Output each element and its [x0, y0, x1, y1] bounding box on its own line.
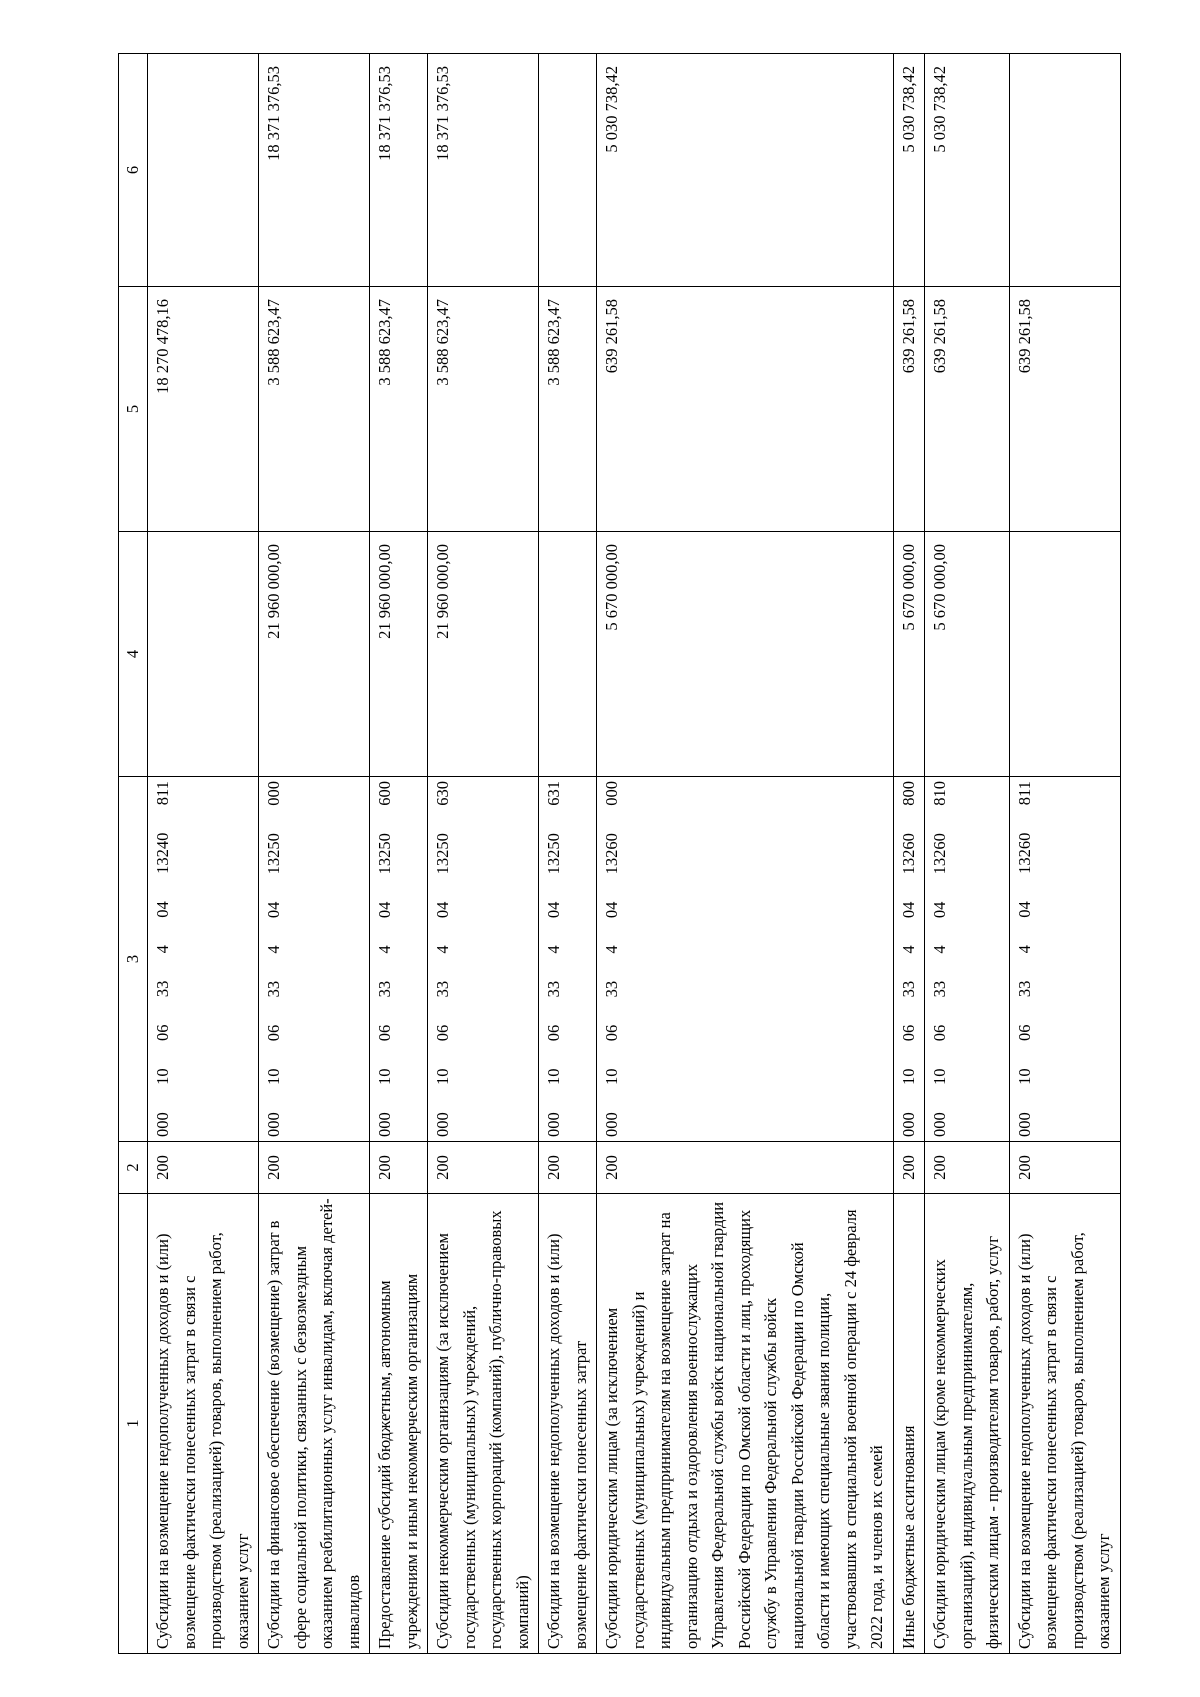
- budget-code-part: 04: [433, 901, 452, 919]
- budget-code-part: 33: [544, 980, 563, 998]
- budget-table: [118, 53, 1121, 1654]
- row-approved: [148, 532, 259, 777]
- budget-code-part: 10: [898, 1068, 918, 1085]
- form-page-label: [64, 0, 88, 270]
- budget-code-part: 06: [898, 1024, 918, 1042]
- budget-code-parts: [599, 781, 626, 1137]
- budget-code-parts: [1012, 781, 1039, 1137]
- row-approved: 5 670 000,00: [893, 532, 925, 777]
- budget-code-part: 13250: [264, 833, 283, 875]
- budget-code-part: 13260: [602, 833, 621, 875]
- budget-code-part: 04: [930, 901, 949, 919]
- row-line-code: 200: [597, 1142, 894, 1194]
- budget-code-part: 04: [544, 901, 563, 919]
- budget-code-parts: [541, 781, 568, 1137]
- budget-code-part: 33: [602, 980, 621, 998]
- col-header-5: 5: [119, 287, 148, 532]
- budget-code-part: 10: [544, 1068, 563, 1085]
- row-unexecuted: 18 371 376,53: [370, 54, 428, 287]
- row-approved: [1009, 532, 1120, 777]
- budget-code-part: 33: [898, 980, 918, 998]
- row-budget-code: [428, 777, 539, 1142]
- budget-code-part: 04: [264, 901, 283, 919]
- budget-code-part: 13240: [153, 832, 172, 874]
- budget-code-part: 10: [602, 1068, 621, 1085]
- budget-code-part: 33: [1014, 980, 1034, 998]
- budget-code-part: 06: [544, 1024, 563, 1042]
- budget-code-part: 06: [375, 1024, 394, 1042]
- budget-code-part: 810: [930, 781, 949, 806]
- col-header-2: 2: [119, 1142, 148, 1194]
- budget-code-part: 10: [375, 1068, 394, 1085]
- row-unexecuted: 5 030 738,42: [893, 54, 925, 287]
- table-row: [893, 54, 925, 1654]
- budget-code-part: 811: [1014, 781, 1034, 806]
- budget-code-part: 10: [930, 1068, 949, 1085]
- budget-code-part: 10: [1014, 1068, 1034, 1085]
- budget-code-part: 000: [153, 1112, 172, 1137]
- row-approved: 21 960 000,00: [370, 532, 428, 777]
- budget-code-part: 06: [264, 1024, 283, 1042]
- row-budget-code: [925, 777, 1010, 1142]
- budget-code-part: 13260: [1014, 832, 1034, 874]
- row-name: Субсидии некоммерческим организациям (за исключением государственных (муниципальных) учреждений, государственных корпораций (компаний), публично-правовых компаний): [428, 1194, 539, 1654]
- row-unexecuted: 18 371 376,53: [428, 54, 539, 287]
- row-line-code: 200: [259, 1142, 370, 1194]
- row-approved: 21 960 000,00: [428, 532, 539, 777]
- budget-code-part: 000: [264, 781, 283, 806]
- budget-code-part: 33: [433, 980, 452, 998]
- header-row: [119, 54, 148, 1654]
- row-name: Субсидии на финансовое обеспечение (возмещение) затрат в сфере социальной политики, связанных с безвозмездным оказанием реабилитационных услуг инвалидам, включая детей-инвалидов: [259, 1194, 370, 1654]
- budget-code-parts: [430, 781, 457, 1137]
- row-budget-code: [1009, 777, 1120, 1142]
- budget-code-part: 000: [264, 1112, 283, 1137]
- budget-code-part: 06: [602, 1024, 621, 1042]
- col-header-4: 4: [119, 532, 148, 777]
- row-line-code: 200: [925, 1142, 1010, 1194]
- budget-code-part: 4: [1014, 945, 1034, 954]
- col-header-1: 1: [119, 1194, 148, 1654]
- row-budget-code: [893, 777, 925, 1142]
- budget-code-part: 000: [898, 1112, 918, 1137]
- row-executed: 3 588 623,47: [370, 287, 428, 532]
- budget-code-part: 4: [153, 945, 172, 954]
- budget-code-part: 06: [433, 1024, 452, 1042]
- budget-code-part: 000: [602, 1112, 621, 1137]
- row-line-code: 200: [893, 1142, 925, 1194]
- budget-code-part: 04: [1014, 901, 1034, 918]
- row-approved: [539, 532, 597, 777]
- table-row: [148, 54, 259, 1654]
- budget-code-parts: [927, 781, 954, 1137]
- budget-code-part: 000: [375, 1112, 394, 1137]
- budget-code-part: 13260: [898, 833, 918, 875]
- row-unexecuted: 5 030 738,42: [925, 54, 1010, 287]
- budget-code-part: 000: [433, 1112, 452, 1137]
- row-line-code: 200: [1009, 1142, 1120, 1194]
- rotated-page: [118, 54, 1198, 1654]
- budget-code-parts: [261, 781, 288, 1137]
- budget-code-part: 33: [930, 980, 949, 998]
- row-executed: 3 588 623,47: [428, 287, 539, 532]
- budget-code-part: 10: [264, 1068, 283, 1085]
- table-row: [370, 54, 428, 1654]
- budget-code-parts: [896, 781, 923, 1137]
- budget-code-part: 000: [1014, 1112, 1034, 1137]
- budget-code-parts: [372, 781, 399, 1137]
- budget-code-part: 4: [602, 945, 621, 954]
- row-name: Субсидии на возмещение недополученных доходов и (или) возмещение фактически понесенных затрат в связи с производством (реализацией) товаров, выполнением работ, оказанием услуг: [1009, 1194, 1120, 1654]
- row-approved: 5 670 000,00: [925, 532, 1010, 777]
- table-row: [259, 54, 370, 1654]
- row-budget-code: [259, 777, 370, 1142]
- budget-code-part: 13250: [375, 833, 394, 875]
- row-budget-code: [597, 777, 894, 1142]
- budget-code-part: 13260: [930, 833, 949, 875]
- budget-code-part: 4: [375, 945, 394, 954]
- budget-code-part: 000: [602, 781, 621, 806]
- row-line-code: 200: [148, 1142, 259, 1194]
- budget-code-parts: [150, 781, 177, 1137]
- budget-code-part: 4: [544, 945, 563, 954]
- table-row: [597, 54, 894, 1654]
- row-executed: 639 261,58: [893, 287, 925, 532]
- budget-code-part: 04: [375, 901, 394, 919]
- row-approved: 21 960 000,00: [259, 532, 370, 777]
- budget-code-part: 06: [930, 1024, 949, 1042]
- row-line-code: 200: [539, 1142, 597, 1194]
- row-line-code: 200: [370, 1142, 428, 1194]
- budget-code-part: 04: [153, 901, 172, 918]
- budget-code-part: 10: [153, 1068, 172, 1085]
- row-name: Субсидии юридическим лицам (за исключением государственных (муниципальных) учреждений) и индивидуальным предпринимателям на возмещение затрат на организацию отдыха и оздоровления военнослужащих Управления Федеральной службы войск национальной гвардии Российской Федерации по Омской области и лиц, проходящих службу в Управлении Федеральной службы войск национальной гвардии Российской Федерации по Омской области и имеющих специальные звания полиции, участвовавших в специальной военной операции с 24 февраля 2022 года, и членов их семей: [597, 1194, 894, 1654]
- col-header-3: 3: [119, 777, 148, 1142]
- budget-code-part: 13250: [433, 833, 452, 875]
- row-name: Иные бюджетные ассигнования: [893, 1194, 925, 1654]
- row-executed: 639 261,58: [925, 287, 1010, 532]
- budget-code-part: 06: [153, 1024, 172, 1042]
- budget-code-part: 4: [433, 945, 452, 954]
- budget-code-part: 800: [898, 781, 918, 806]
- row-approved: 5 670 000,00: [597, 532, 894, 777]
- budget-code-part: 631: [544, 781, 563, 806]
- row-executed: 639 261,58: [597, 287, 894, 532]
- budget-code-part: 4: [264, 945, 283, 954]
- budget-code-part: 630: [433, 781, 452, 806]
- table-row: [539, 54, 597, 1654]
- budget-code-part: 04: [898, 901, 918, 919]
- budget-code-part: 4: [930, 945, 949, 954]
- row-name: Субсидии на возмещение недополученных доходов и (или) возмещение фактически понесенных затрат в связи с производством (реализацией) товаров, выполнением работ, оказанием услуг: [148, 1194, 259, 1654]
- row-unexecuted: [1009, 54, 1120, 287]
- row-unexecuted: [148, 54, 259, 287]
- budget-code-part: 04: [602, 901, 621, 919]
- row-executed: 639 261,58: [1009, 287, 1120, 532]
- budget-code-part: 33: [264, 980, 283, 998]
- budget-code-part: 000: [544, 1112, 563, 1137]
- budget-code-part: 13250: [544, 833, 563, 875]
- table-row: [428, 54, 539, 1654]
- budget-code-part: 06: [1014, 1024, 1034, 1042]
- row-unexecuted: 18 371 376,53: [259, 54, 370, 287]
- row-name: Предоставление субсидий бюджетным, автономным учреждениям и иным некоммерческим организациям: [370, 1194, 428, 1654]
- budget-code-part: 33: [153, 980, 172, 998]
- row-executed: 3 588 623,47: [539, 287, 597, 532]
- row-name: Субсидии на возмещение недополученных доходов и (или) возмещение фактически понесенных затрат: [539, 1194, 597, 1654]
- row-budget-code: [148, 777, 259, 1142]
- budget-code-part: 4: [898, 945, 918, 954]
- row-executed: 18 270 478,16: [148, 287, 259, 532]
- budget-code-part: 811: [153, 781, 172, 806]
- budget-code-part: 600: [375, 781, 394, 806]
- col-header-6: 6: [119, 54, 148, 287]
- row-name: Субсидии юридическим лицам (кроме некоммерческих организаций), индивидуальным предпринимателям, физическим лицам - производителям товаров, работ, услуг: [925, 1194, 1010, 1654]
- row-budget-code: [370, 777, 428, 1142]
- row-budget-code: [539, 777, 597, 1142]
- budget-code-part: 33: [375, 980, 394, 998]
- row-line-code: 200: [428, 1142, 539, 1194]
- row-unexecuted: [539, 54, 597, 287]
- table-row: [925, 54, 1010, 1654]
- budget-code-part: 000: [930, 1112, 949, 1137]
- row-unexecuted: 5 030 738,42: [597, 54, 894, 287]
- budget-code-part: 10: [433, 1068, 452, 1085]
- table-row: [1009, 54, 1120, 1654]
- row-executed: 3 588 623,47: [259, 287, 370, 532]
